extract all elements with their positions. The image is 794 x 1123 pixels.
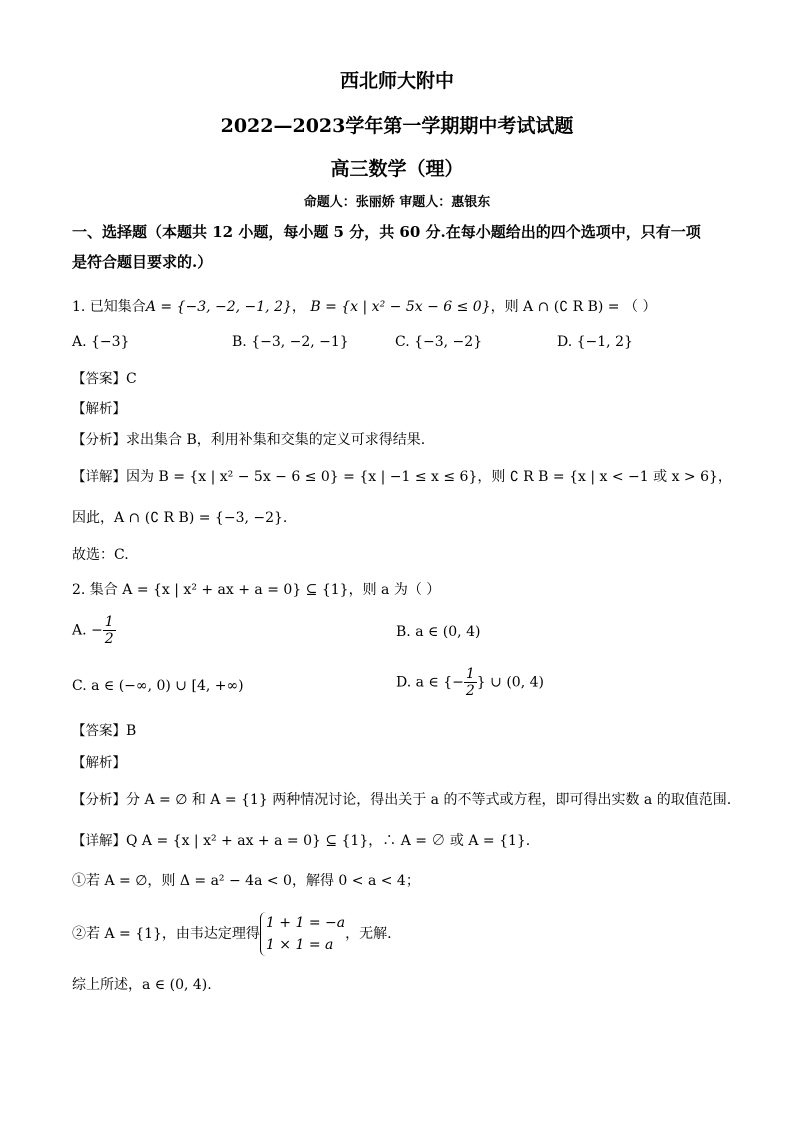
q2-option-d-fraction [464, 666, 477, 699]
q2-stem: 2. 集合 A = {x | x² + ax + a = 0} ⊆ {1}，则 a 为（ ） [72, 582, 441, 598]
q2-case2-tail: ，无解. [345, 926, 392, 942]
q1-answer [72, 369, 137, 389]
q2-option-a-label: A. − [72, 622, 103, 639]
q2-option-a-fraction [103, 614, 116, 647]
fenxi-tag: 【分析】 [72, 792, 126, 808]
school-title: 西北师大附中 [339, 70, 454, 92]
fraction-numerator: 1 [104, 614, 114, 630]
q1-xiangjie [72, 467, 732, 487]
q2-summary: 综上所述，a ∈ (0, 4). [72, 977, 212, 993]
q2-option-d-tail: } ∪ (0, 4) [476, 674, 544, 691]
system-equation-2: 1 × 1 = a [265, 937, 334, 953]
q1-option-c: C. {−3, −2} [395, 334, 483, 350]
q1-stem-text: 1. 已知集合 [72, 299, 146, 315]
xiangjie-tag: 【详解】 [72, 469, 126, 485]
q1-set-a: A = {−3, −2, −1, 2} [145, 299, 292, 315]
system-equation-1: 1 + 1 = −a [265, 915, 346, 931]
answer-tag: 【答案】 [72, 723, 126, 739]
q2-case2-system [260, 912, 345, 956]
q1-stem [72, 297, 656, 317]
q2-fenxi [72, 790, 731, 810]
q2-option-c: C. a ∈ (−∞, 0) ∪ [4, +∞) [72, 678, 244, 694]
authors-line: 命题人：张丽娇 审题人：惠银东 [303, 195, 491, 210]
answer-tag: 【答案】 [72, 371, 126, 387]
q1-xiangjie-text: 因为 B = {x | x² − 5x − 6 ≤ 0} = {x | −1 ≤ x ≤ 6}，则 ∁ R B = {x | x < −1 或 x > 6}， [126, 469, 732, 485]
q1-choose: 故选：C. [72, 547, 129, 563]
q1-stem-tail: ，则 A ∩ (∁ R B) = （ ） [490, 299, 657, 315]
q2-case2-head: ②若 A = {1}，由韦达定理得 [72, 926, 260, 942]
section-heading-line1: 一、选择题（本题共 12 小题，每小题 5 分，共 60 分.在每小题给出的四个选项中，只有一项 [72, 223, 701, 241]
q1-therefore: 因此，A ∩ (∁ R B) = {−3, −2}. [72, 510, 288, 526]
q2-option-b: B. a ∈ (0, 4) [396, 624, 481, 640]
q1-option-a: A. {−3} [72, 334, 130, 350]
q2-xiangjie [72, 831, 530, 851]
q2-analysis-tag: 【解析】 [72, 755, 126, 771]
q1-fenxi [72, 430, 425, 450]
q1-set-b: B = {x | x² − 5x − 6 ≤ 0} [310, 299, 491, 315]
fraction-numerator: 1 [465, 666, 475, 682]
q1-option-d: D. {−1, 2} [557, 334, 633, 350]
q2-option-d-label: D. a ∈ {− [396, 674, 464, 691]
q2-case1: ①若 A = ∅，则 Δ = a² − 4a < 0，解得 0 < a < 4； [72, 873, 420, 889]
q2-answer-value: B [126, 723, 137, 739]
q2-fenxi-text: 分 A = ∅ 和 A = {1} 两种情况讨论，得出关于 a 的不等式或方程，即可得出实数 a 的取值范围. [126, 792, 732, 808]
q1-fenxi-text: 求出集合 B，利用补集和交集的定义可求得结果. [126, 432, 426, 448]
q2-case2 [72, 912, 392, 956]
q1-analysis-tag: 【解析】 [72, 401, 126, 417]
q2-option-d [396, 666, 544, 699]
q2-xiangjie-text: Q A = {x | x² + ax + a = 0} ⊆ {1}，∴ A = ∅ 或 A = {1}. [126, 833, 531, 849]
q2-option-a [72, 614, 116, 647]
fraction-denominator: 2 [104, 631, 114, 647]
q1-option-b: B. {−3, −2, −1} [232, 334, 349, 350]
q1-answer-value: C [126, 371, 137, 387]
exam-title: 2022—2023学年第一学期期中考试试题 [220, 115, 574, 137]
section-heading-line2: 是符合题目要求的.） [72, 253, 213, 271]
q1-sep: ， [291, 299, 306, 315]
xiangjie-tag: 【详解】 [72, 833, 126, 849]
fraction-denominator: 2 [465, 683, 475, 699]
fenxi-tag: 【分析】 [72, 432, 126, 448]
q2-answer [72, 721, 136, 741]
subject-title: 高三数学（理） [330, 158, 464, 180]
